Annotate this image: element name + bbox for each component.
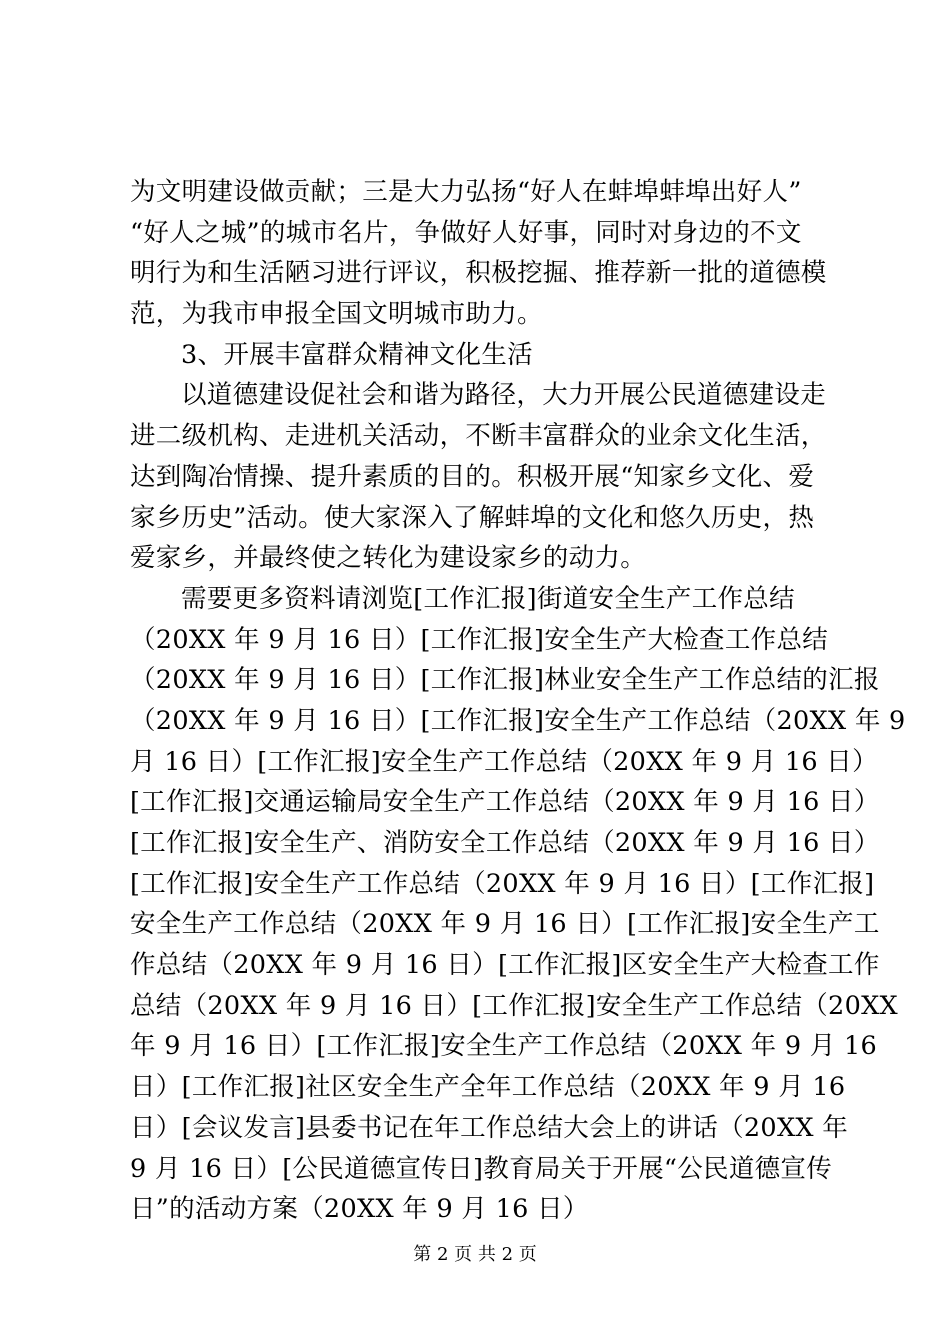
page-number-footer: 第 2 页 共 2 页: [413, 1244, 537, 1265]
text-line: 以道德建设促社会和谐为路径，大力开展公民道德建设走: [181, 380, 827, 411]
text-line: 年 9 月 16 日）[工作汇报]安全生产工作总结（20XX 年 9 月 16: [130, 1031, 878, 1062]
text-line: 作总结（20XX 年 9 月 16 日）[工作汇报]区安全生产大检查工作: [130, 950, 880, 981]
text-line: 进二级机构、走进机关活动，不断丰富群众的业余文化生活，: [130, 421, 827, 452]
text-line: 范，为我市申报全国文明城市助力。: [130, 299, 543, 330]
text-line: 需要更多资料请浏览[工作汇报]街道安全生产工作总结: [181, 583, 795, 614]
text-line: “好人之城”的城市名片，争做好人好事，同时对身边的不文: [130, 217, 802, 248]
text-line: （20XX 年 9 月 16 日）[工作汇报]安全生产大检查工作总结: [130, 624, 829, 655]
text-line: [工作汇报]安全生产工作总结（20XX 年 9 月 16 日）[工作汇报]: [130, 868, 875, 899]
text-line: 为文明建设做贡献；三是大力弘扬“好人在蚌埠蚌埠出好人”: [130, 177, 802, 207]
text-line: 总结（20XX 年 9 月 16 日）[工作汇报]安全生产工作总结（20XX: [130, 990, 899, 1021]
text-line: [工作汇报]安全生产、消防安全工作总结（20XX 年 9 月 16 日）: [130, 828, 880, 858]
text-line: 明行为和生活陋习进行评议，积极挖掘、推荐新一批的道德模: [130, 258, 827, 289]
text-line: 爱家乡，并最终使之转化为建设家乡的动力。: [130, 543, 647, 574]
text-line: 日）[工作汇报]社区安全生产全年工作总结（20XX 年 9 月 16: [130, 1072, 846, 1103]
text-line: 安全生产工作总结（20XX 年 9 月 16 日）[工作汇报]安全生产工: [130, 909, 880, 940]
text-line: 达到陶冶情操、提升素质的目的。积极开展“知家乡文化、爱: [130, 461, 815, 492]
document-body: [130, 172, 906, 1230]
text-line: （20XX 年 9 月 16 日）[工作汇报]安全生产工作总结（20XX 年 9: [130, 705, 906, 736]
text-line: （20XX 年 9 月 16 日）[工作汇报]林业安全生产工作总结的汇报: [130, 665, 880, 696]
text-line: 日”的活动方案（20XX 年 9 月 16 日）: [130, 1194, 589, 1225]
text-line: 日）[会议发言]县委书记在年工作总结大会上的讲话（20XX 年: [130, 1112, 849, 1143]
text-line: [工作汇报]交通运输局安全生产工作总结（20XX 年 9 月 16 日）: [130, 787, 880, 818]
section-heading: 3、开展丰富群众精神文化生活: [181, 339, 533, 370]
text-line: 月 16 日）[工作汇报]安全生产工作总结（20XX 年 9 月 16 日）: [130, 746, 878, 777]
text-line: 家乡历史”活动。使大家深入了解蚌埠的文化和悠久历史，热: [130, 502, 815, 533]
text-line: 9 月 16 日）[公民道德宣传日]教育局关于开展“公民道德宣传: [130, 1153, 833, 1184]
